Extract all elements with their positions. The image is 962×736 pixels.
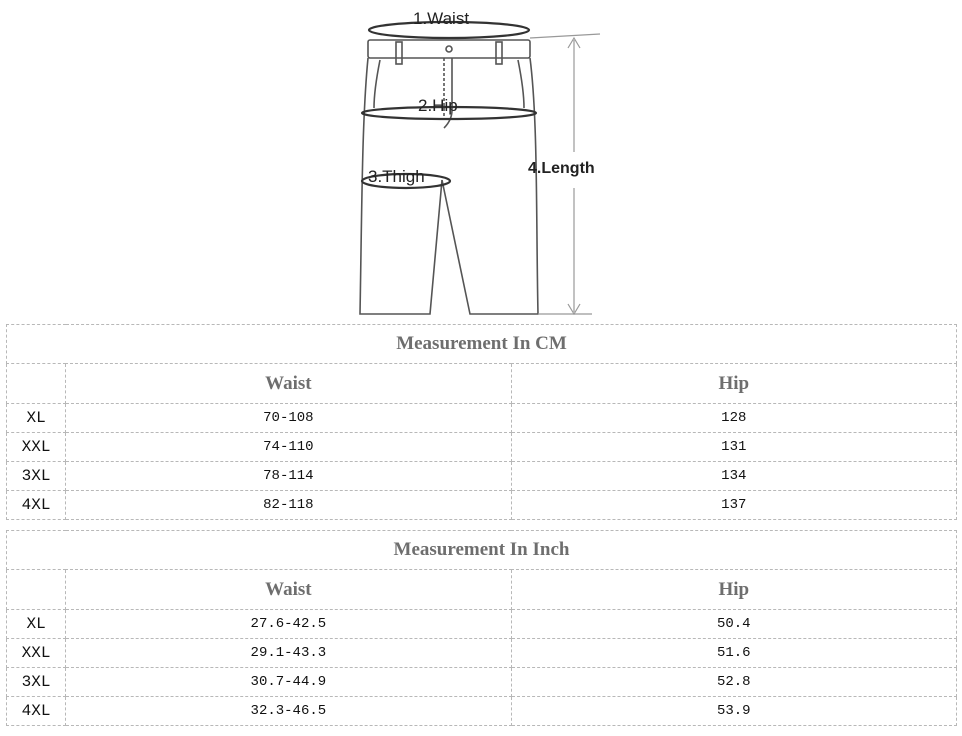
size-cell: 4XL: [7, 491, 66, 520]
waist-cell: 78-114: [66, 462, 511, 491]
thigh-label: 3.Thigh: [368, 167, 425, 186]
waist-cell: 74-110: [66, 433, 511, 462]
size-cell: 3XL: [7, 462, 66, 491]
table-row: [7, 462, 957, 491]
size-column-header: [7, 364, 66, 404]
table-title: Measurement In CM: [7, 325, 957, 364]
hip-cell: 134: [511, 462, 956, 491]
hip-column-header: Hip: [511, 570, 956, 610]
size-cell: 3XL: [7, 668, 66, 697]
pants-diagram: [352, 0, 614, 320]
waist-cell: 30.7-44.9: [66, 668, 511, 697]
table-row: [7, 697, 957, 726]
waist-column-header: Waist: [66, 364, 511, 404]
hip-cell: 137: [511, 491, 956, 520]
waist-cell: 82-118: [66, 491, 511, 520]
waist-cell: 29.1-43.3: [66, 639, 511, 668]
waist-cell: 70-108: [66, 404, 511, 433]
measurement-table-inch: [6, 530, 957, 726]
measurement-table-cm: [6, 324, 957, 520]
table-row: [7, 491, 957, 520]
hip-label: 2.Hip: [418, 96, 458, 115]
hip-column-header: Hip: [511, 364, 956, 404]
waist-cell: 27.6-42.5: [66, 610, 511, 639]
table-title: Measurement In Inch: [7, 531, 957, 570]
length-label: 4.Length: [528, 160, 595, 177]
table-row: [7, 610, 957, 639]
hip-cell: 52.8: [511, 668, 956, 697]
size-cell: XL: [7, 404, 66, 433]
size-cell: XXL: [7, 433, 66, 462]
hip-cell: 131: [511, 433, 956, 462]
hip-cell: 128: [511, 404, 956, 433]
hip-cell: 51.6: [511, 639, 956, 668]
table-row: [7, 433, 957, 462]
waist-column-header: Waist: [66, 570, 511, 610]
size-cell: XL: [7, 610, 66, 639]
hip-cell: 50.4: [511, 610, 956, 639]
waist-cell: 32.3-46.5: [66, 697, 511, 726]
size-column-header: [7, 570, 66, 610]
waist-label: 1.Waist: [413, 9, 470, 28]
table-row: [7, 404, 957, 433]
size-cell: XXL: [7, 639, 66, 668]
hip-cell: 53.9: [511, 697, 956, 726]
table-row: [7, 639, 957, 668]
table-row: [7, 668, 957, 697]
size-cell: 4XL: [7, 697, 66, 726]
